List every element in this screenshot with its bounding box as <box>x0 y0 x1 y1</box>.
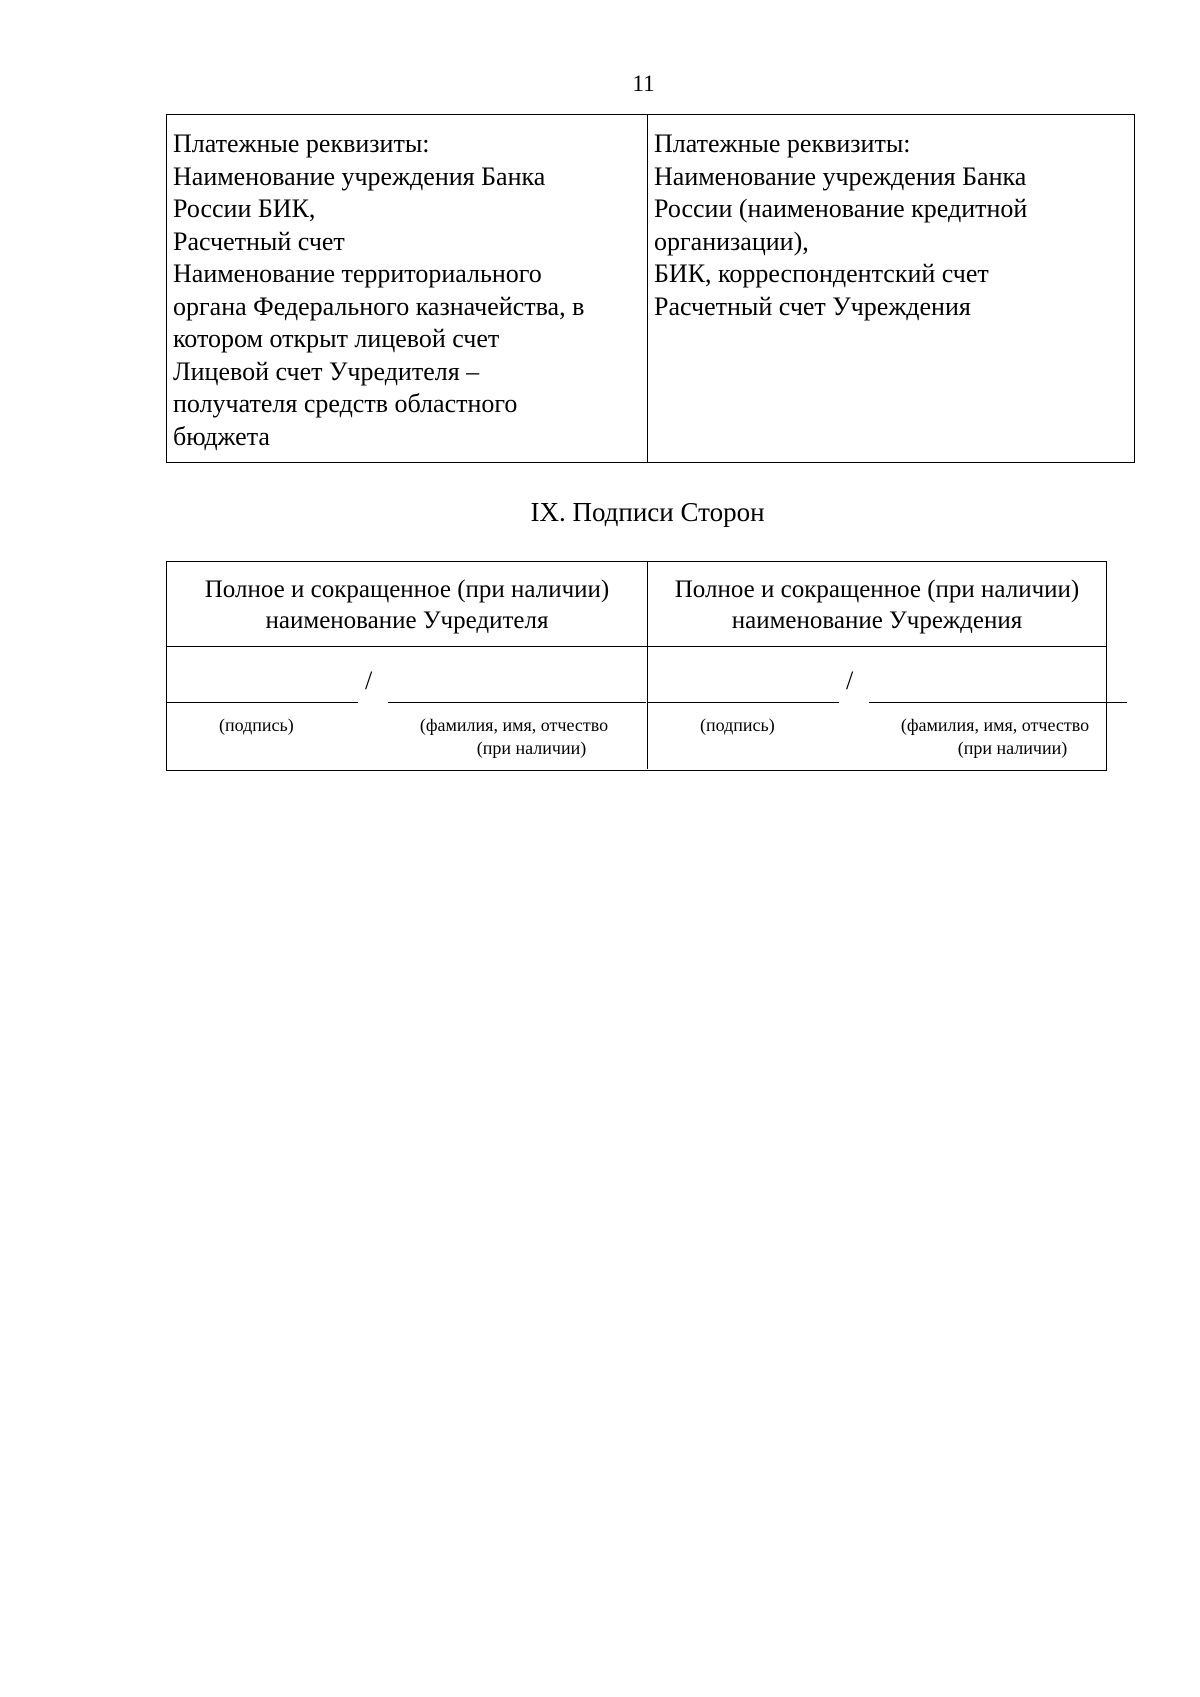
signature-line <box>648 702 839 703</box>
header-line: Полное и сокращенное (при наличии) <box>204 576 610 603</box>
header-line: наименование Учреждения <box>731 607 1023 634</box>
name-line <box>388 702 646 703</box>
slash-separator: / <box>365 666 373 695</box>
signatures-body-row <box>167 647 1106 769</box>
page-number: 11 <box>632 71 655 96</box>
payment-line: Лицевой счет Учредителя – <box>173 356 480 386</box>
institution-name-header <box>648 562 1106 646</box>
payment-line: Наименование учреждения Банка <box>173 161 546 191</box>
slash-separator: / <box>846 666 854 695</box>
institution-signature-block <box>648 647 1106 769</box>
founder-signature-block <box>167 647 648 769</box>
header-line: наименование Учредителя <box>265 607 549 634</box>
payment-line: БИК, корреспондентский счет <box>654 259 989 288</box>
name-line <box>869 702 1127 703</box>
payment-line: Платежные реквизиты: <box>654 129 911 158</box>
name-caption-line: (при наличии) <box>957 738 1068 758</box>
payment-line: органа Федерального казначейства, в <box>173 291 585 321</box>
payment-line: Платежные реквизиты: <box>173 129 430 158</box>
payment-line: Расчетный счет <box>173 226 345 256</box>
name-caption <box>409 714 619 760</box>
signature-caption: (подпись) <box>700 715 775 735</box>
name-caption-line: (фамилия, имя, отчество <box>419 715 609 735</box>
payment-line: бюджета <box>173 421 270 451</box>
name-caption-line: (при наличии) <box>476 738 587 758</box>
signatures-header-row <box>167 562 1106 647</box>
name-caption <box>890 714 1100 760</box>
signature-caption: (подпись) <box>219 715 294 735</box>
payment-line: России (наименование кредитной <box>654 194 1028 223</box>
institution-payment-details <box>648 115 1134 462</box>
payment-line: организации), <box>654 226 809 256</box>
payment-details-table <box>166 114 1135 463</box>
signature-line <box>167 702 358 703</box>
payment-line: получателя средств областного <box>173 389 518 418</box>
name-caption-line: (фамилия, имя, отчество <box>900 715 1090 735</box>
signatures-table <box>166 561 1107 771</box>
payment-line: России БИК, <box>173 194 316 223</box>
section-title: IX. Подписи Сторон <box>530 497 765 527</box>
payment-line: Наименование учреждения Банка <box>654 161 1027 191</box>
payment-line: Наименование территориального <box>173 259 542 288</box>
founder-payment-details <box>167 115 648 462</box>
founder-name-header <box>167 562 648 646</box>
header-line: Полное и сокращенное (при наличии) <box>674 576 1080 603</box>
payment-line: котором открыт лицевой счет <box>173 324 500 353</box>
payment-line: Расчетный счет Учреждения <box>654 291 971 321</box>
